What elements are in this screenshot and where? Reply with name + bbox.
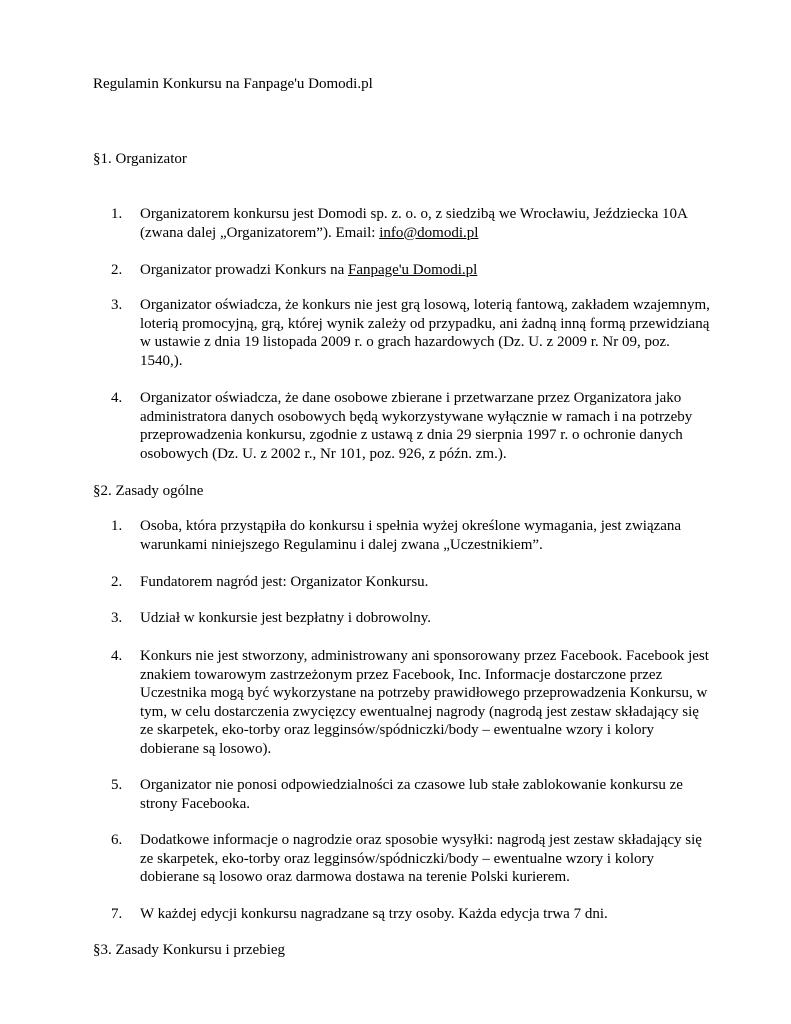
list-item-text: Organizatorem konkursu jest Domodi sp. z. o. o, z siedzibą we Wrocławiu, Jeździecka 10A (zwana dalej „Organizatorem”). Email: [140, 206, 688, 241]
list-item-text: Organizator nie ponosi odpowiedzialności za czasowe lub stałe zablokowanie konkursu ze strony Facebooka. [140, 777, 683, 812]
list-item [111, 573, 711, 592]
list-number: 1. [111, 518, 123, 534]
fanpage-link[interactable]: Fanpage'u Domodi.pl [348, 262, 478, 278]
list-item [111, 776, 711, 813]
list-item [111, 261, 711, 280]
list-number: 3. [111, 297, 123, 313]
section-heading-zasady-konkursu: §3. Zasady Konkursu i przebieg [93, 942, 286, 958]
section-heading-organizator: §1. Organizator [93, 151, 187, 167]
list-item [111, 205, 711, 242]
list-item-text: W każdej edycji konkursu nagradzane są trzy osoby. Każda edycja trwa 7 dni. [140, 906, 608, 922]
list-item-text: Osoba, która przystąpiła do konkursu i spełnia wyżej określone wymagania, jest związana warunkami niniejszego Regulaminu i dalej zwana „Uczestnikiem”. [140, 518, 682, 553]
list-number: 5. [111, 777, 123, 793]
list-item [111, 831, 711, 887]
list-number: 6. [111, 832, 123, 848]
list-item-text: Dodatkowe informacje o nagrodzie oraz sposobie wysyłki: nagrodą jest zestaw składający się ze skarpetek, eko-torby oraz legginsów/spódniczki/body – ewentualne wzory i kolory dobierane są losowo oraz darmowa dostawa na terenie Polski kurierem. [140, 832, 702, 885]
list-number: 4. [111, 390, 123, 406]
list-number: 7. [111, 906, 123, 922]
section-heading-zasady-ogolne: §2. Zasady ogólne [93, 483, 204, 499]
list-item [111, 517, 711, 554]
list-item-text: Organizator oświadcza, że konkurs nie jest grą losową, loterią fantową, zakładem wzajemnym, loterią promocyjną, grą, której wynik zależy od przypadku, ani żadną inną formą przewidzianą w ustawie z dnia 19 listopada 2009 r. o grach hazardowych (Dz. U. z 2009 r. Nr 09, poz. 1540,). [140, 297, 710, 369]
list-item [111, 609, 711, 628]
list-item [111, 905, 711, 924]
list-item [111, 389, 711, 463]
list-number: 1. [111, 206, 123, 222]
list-item-text: Udział w konkursie jest bezpłatny i dobrowolny. [140, 610, 432, 626]
list-item-text: Fundatorem nagród jest: Organizator Konkursu. [140, 574, 429, 590]
document-title: Regulamin Konkursu na Fanpage'u Domodi.pl [93, 76, 373, 92]
list-number: 3. [111, 610, 123, 626]
list-number: 2. [111, 262, 123, 278]
list-number: 4. [111, 648, 123, 664]
email-link[interactable]: info@domodi.pl [379, 224, 479, 241]
list-item [111, 647, 711, 758]
list-item-text: Organizator prowadzi Konkurs na [140, 262, 348, 278]
list-number: 2. [111, 574, 123, 590]
list-item-text: Organizator oświadcza, że dane osobowe zbierane i przetwarzane przez Organizatora jako administratora danych osobowych będą wykorzystywane wyłącznie w ramach i na potrzeby przeprowadzenia konkursu, zgodnie z ustawą z dnia 29 sierpnia 1997 r. o ochronie danych osobowych (Dz. U. z 2002 r., Nr 101, poz. 926, z późn. zm.). [140, 390, 693, 462]
list-item [111, 296, 711, 370]
list-item-text: Konkurs nie jest stworzony, administrowany ani sponsorowany przez Facebook. Facebook jest znakiem towarowym zastrzeżonym przez Facebook, Inc. Informacje dostarczone przez Uczestnika mogą być wykorzystane na potrzeby prawidłowego przeprowadzenia Konkursu, w tym, w celu dostarczenia zwycięzcy ewentualnej nagrody (nagrodą jest zestaw składający się ze skarpetek, eko-torby oraz legginsów/spódniczki/body – ewentualne wzory i kolory dobierane są losowo). [140, 648, 709, 757]
